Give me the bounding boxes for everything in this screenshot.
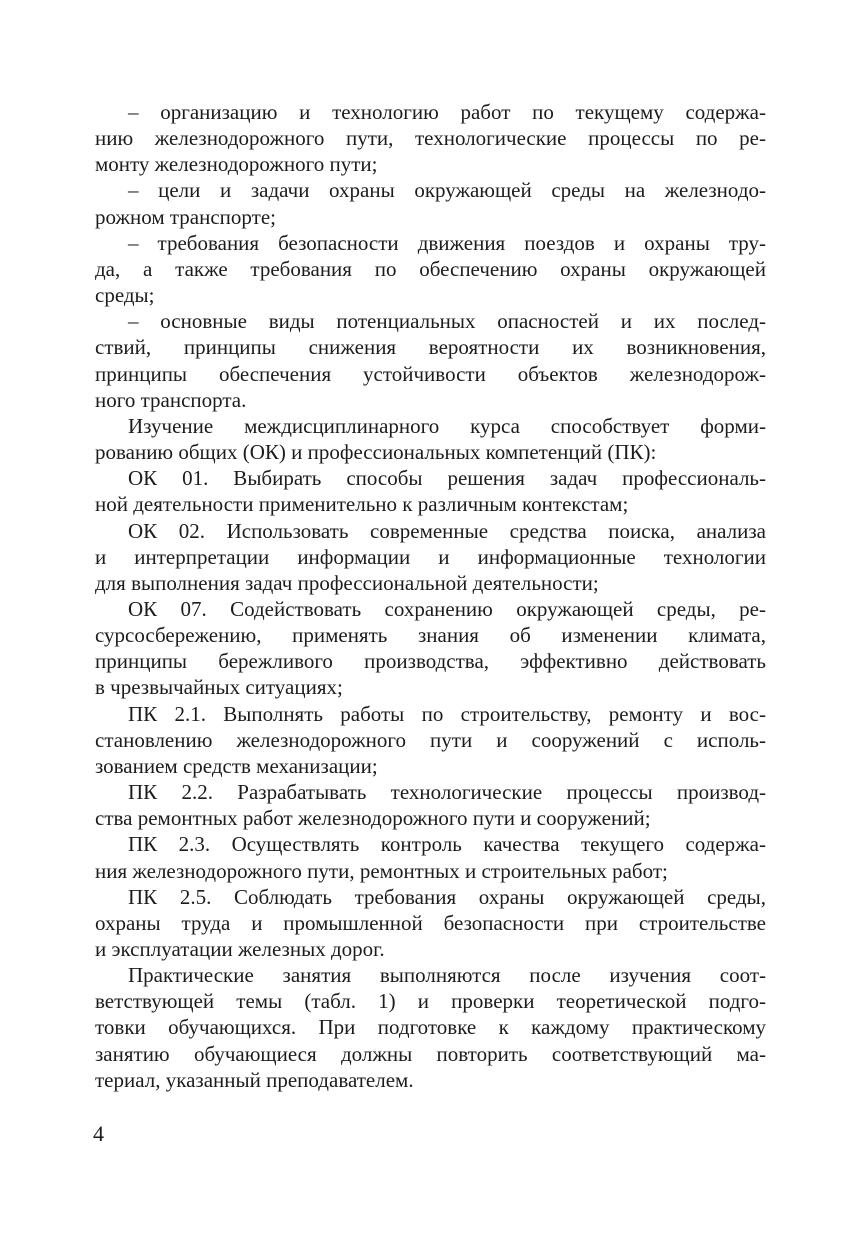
text-line: ПК 2.5. Соблюдать требования охраны окружающей среды, xyxy=(128,884,766,909)
text-line: и интерпретации информации и информационные технологии xyxy=(95,544,766,569)
text-line: товки обучающихся. При подготовке к каждому практическому xyxy=(95,1015,766,1040)
text-line: – основные виды потенциальных опасностей и их послед- xyxy=(128,309,766,334)
text-line: занятию обучающиеся должны повторить соответствующий ма- xyxy=(95,1041,766,1066)
text-line: ПК 2.3. Осуществлять контроль качества текущего содержа- xyxy=(128,832,766,857)
text-line: рожном транспорте; xyxy=(95,204,276,229)
text-line: монту железнодорожного пути; xyxy=(95,152,378,177)
text-line: ветствующей темы (табл. 1) и проверки теоретической подго- xyxy=(95,989,766,1014)
text-line: ствий, принципы снижения вероятности их возникновения, xyxy=(95,335,766,360)
text-line: Практические занятия выполняются после изучения соот- xyxy=(128,963,766,988)
text-line: ПК 2.1. Выполнять работы по строительству, ремонту и вос- xyxy=(128,701,766,726)
text-line: принципы бережливого производства, эффективно действовать xyxy=(95,649,766,674)
text-line: ОК 07. Содействовать сохранению окружающей среды, ре- xyxy=(128,596,766,621)
text-line: да, а также требования по обеспечению охраны окружающей xyxy=(95,256,766,281)
text-line: зованием средств механизации; xyxy=(95,753,378,778)
text-line: ПК 2.2. Разрабатывать технологические процессы производ- xyxy=(128,780,766,805)
text-line: сурсосбережению, применять знания об изменении климата, xyxy=(95,623,766,648)
text-line: ния железнодорожного пути, ремонтных и строительных работ; xyxy=(95,858,668,883)
text-line: – цели и задачи охраны окружающей среды на железнодо- xyxy=(128,178,766,203)
text-line: териал, указанный преподавателем. xyxy=(95,1067,414,1092)
text-line: ОК 02. Использовать современные средства поиска, анализа xyxy=(128,518,766,543)
text-line: и эксплуатации железных дорог. xyxy=(95,937,385,961)
text-line: нию железнодорожного пути, технологические процессы по ре- xyxy=(95,126,766,151)
text-line: Изучение междисциплинарного курса способствует форми- xyxy=(128,413,766,438)
text-line: охраны труда и промышленной безопасности при строительстве xyxy=(95,910,766,935)
text-line: в чрезвычайных ситуациях; xyxy=(95,675,343,700)
text-line: принципы обеспечения устойчивости объектов железнодорож- xyxy=(95,361,766,386)
text-line: ной деятельности применительно к различным контекстам; xyxy=(95,492,629,517)
text-line: становлению железнодорожного пути и сооружений с исполь- xyxy=(95,727,766,752)
text-line: ного транспорта. xyxy=(95,387,247,412)
text-line: рованию общих (ОК) и профессиональных компетенций (ПК): xyxy=(95,440,657,465)
text-line: – организацию и технологию работ по текущему содержа- xyxy=(128,100,766,124)
text-line: – требования безопасности движения поездов и охраны тру- xyxy=(128,230,766,255)
text-line: ства ремонтных работ железнодорожного пути и сооружений; xyxy=(95,806,651,831)
text-line: для выполнения задач профессиональной деятельности; xyxy=(95,570,599,595)
text-line: ОК 01. Выбирать способы решения задач профессиональ- xyxy=(128,466,766,491)
body-text xyxy=(95,99,766,1093)
page-number: 4 xyxy=(93,1121,104,1146)
text-line: среды; xyxy=(95,283,155,308)
